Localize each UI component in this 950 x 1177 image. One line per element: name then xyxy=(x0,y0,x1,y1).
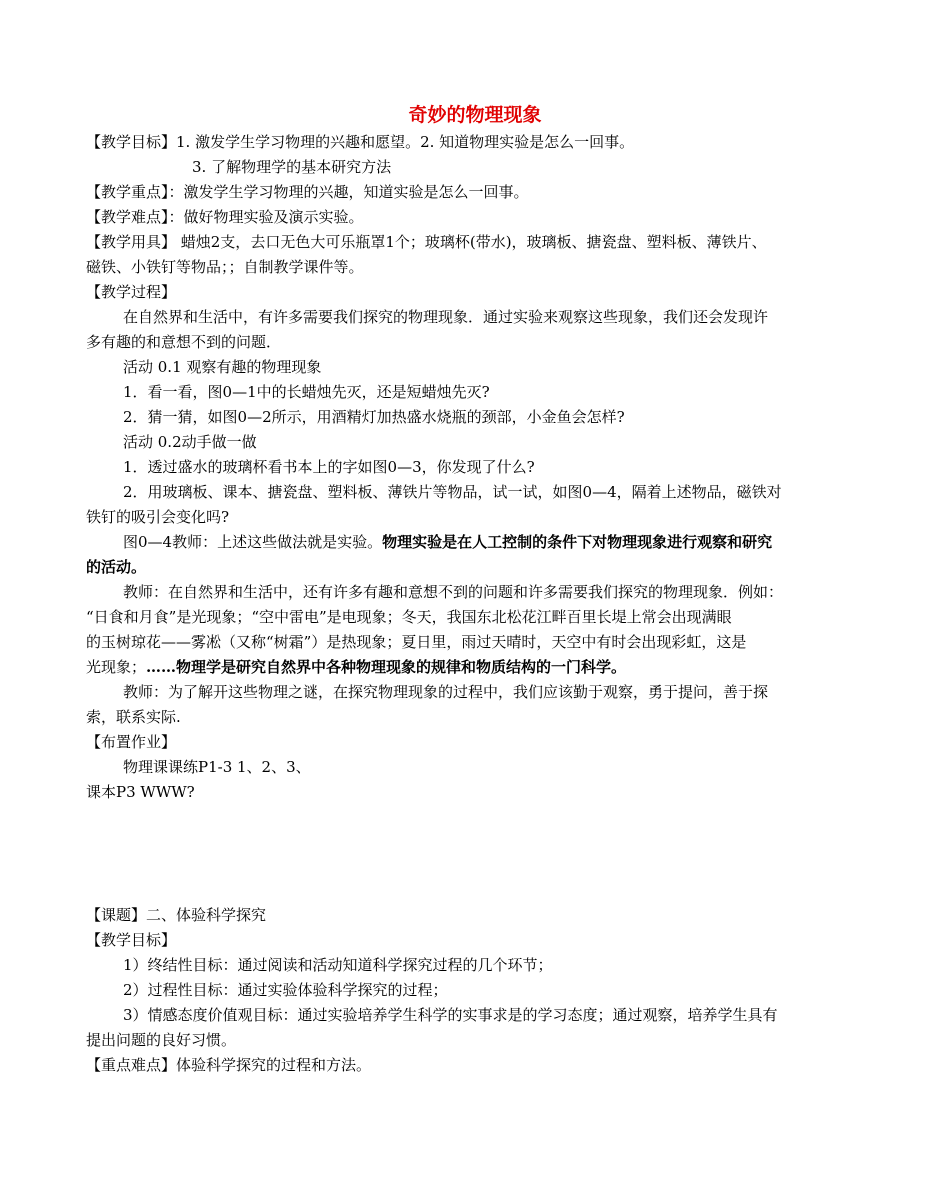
key-difficulty-line: 【重点难点】体验科学探究的过程和方法。 xyxy=(86,1056,372,1074)
paragraph-line: 2．猜一猜，如图0—2所示，用酒精灯加热盛水烧瓶的颈部，小金鱼会怎样? xyxy=(123,408,625,426)
activity-heading: 活动 0.2动手做一做 xyxy=(123,433,257,451)
paragraph-line: 教师：为了解开这些物理之谜，在探究物理现象的过程中，我们应该勤于观察，勇于提问，善于探 xyxy=(123,683,769,701)
goal-item: 2）过程性目标：通过实验体验科学探究的过程； xyxy=(123,981,448,999)
paragraph-line: 教师：在自然界和生活中，还有许多有趣和意想不到的问题和许多需要我们探究的物理现象．例如： xyxy=(123,583,784,601)
paragraph-line xyxy=(86,657,626,677)
teaching-goals-line: 【教学目标】1. 激发学生学习物理的兴趣和愿望。2. 知道物理实验是怎么一回事。 xyxy=(86,133,635,151)
goal-item: 3）情感态度价值观目标：通过实验培养学生科学的实事求是的学习态度；通过观察，培养学生具有 xyxy=(123,1006,778,1024)
bold-text: ……物理学是研究自然界中各种物理现象的规律和物质结构的一门科学。 xyxy=(146,658,627,676)
page-title: 奇妙的物理现象 xyxy=(408,104,542,126)
paragraph-line: 1．透过盛水的玻璃杯看书本上的字如图0—3，你发现了什么? xyxy=(123,458,535,476)
paragraph-line: 1．看一看，图0—1中的长蜡烛先灭，还是短蜡烛先灭? xyxy=(123,383,490,401)
activity-heading: 活动 0.1 观察有趣的物理现象 xyxy=(123,358,322,376)
goal-item: 1）终结性目标：通过阅读和活动知道科学探究过程的几个环节； xyxy=(123,956,553,974)
paragraph-line: 的玉树琼花——雾凇（又称“树霜”）是热现象；夏日里，雨过天晴时，天空中有时会出现彩虹，这是 xyxy=(86,633,747,651)
homework-line: 课本P3 WWW? xyxy=(86,783,195,801)
paragraph-line: 铁钉的吸引会变化吗? xyxy=(86,508,230,526)
paragraph-line: 在自然界和生活中，有许多需要我们探究的物理现象．通过实验来观察这些现象，我们还会发现许 xyxy=(123,308,769,326)
teaching-difficulty-line: 【教学难点】：做好物理实验及演示实验。 xyxy=(86,208,364,226)
paragraph-line: 多有趣的和意想不到的问题． xyxy=(86,333,282,351)
normal-text: 光现象； xyxy=(86,658,147,676)
paragraph-line: 索，联系实际. xyxy=(86,708,181,726)
normal-text: 图0—4教师：上述这些做法就是实验。 xyxy=(123,533,383,551)
teaching-focus-line: 【教学重点】：激发学生学习物理的兴趣，知道实验是怎么一回事。 xyxy=(86,183,529,201)
homework-line: 物理课课练P1-3 1、2、3、 xyxy=(123,758,311,776)
homework-heading: 【布置作业】 xyxy=(86,733,177,751)
teaching-tools-line-cont: 磁铁、小铁钉等物品；；自制教学课件等。 xyxy=(86,258,364,276)
teaching-process-heading: 【教学过程】 xyxy=(86,283,177,301)
teaching-goals-line-3: 3. 了解物理学的基本研究方法 xyxy=(192,158,392,176)
goal-item-cont: 提出问题的良好习惯。 xyxy=(86,1031,237,1049)
lesson-topic-heading: 【课题】二、体验科学探究 xyxy=(86,906,267,924)
paragraph-line: 2．用玻璃板、课本、搪瓷盘、塑料板、薄铁片等物品，试一试，如图0—4，隔着上述物品，磁铁对 xyxy=(123,483,782,501)
paragraph-line: “日食和月食”是光现象；“空中雷电”是电现象；冬天，我国东北松花江畔百里长堤上常会出现满眼 xyxy=(86,608,732,626)
teaching-goals-heading: 【教学目标】 xyxy=(86,931,177,949)
teaching-tools-line: 【教学用具】 蜡烛2支，去口无色大可乐瓶罩1个；玻璃杯(带水)，玻璃板、搪瓷盘、塑料板、薄铁片、 xyxy=(86,233,767,251)
bold-text: 物理实验是在人工控制的条件下对物理现象进行观察和研究 xyxy=(382,533,773,551)
paragraph-line xyxy=(123,532,772,552)
bold-line: 的活动。 xyxy=(86,558,147,576)
